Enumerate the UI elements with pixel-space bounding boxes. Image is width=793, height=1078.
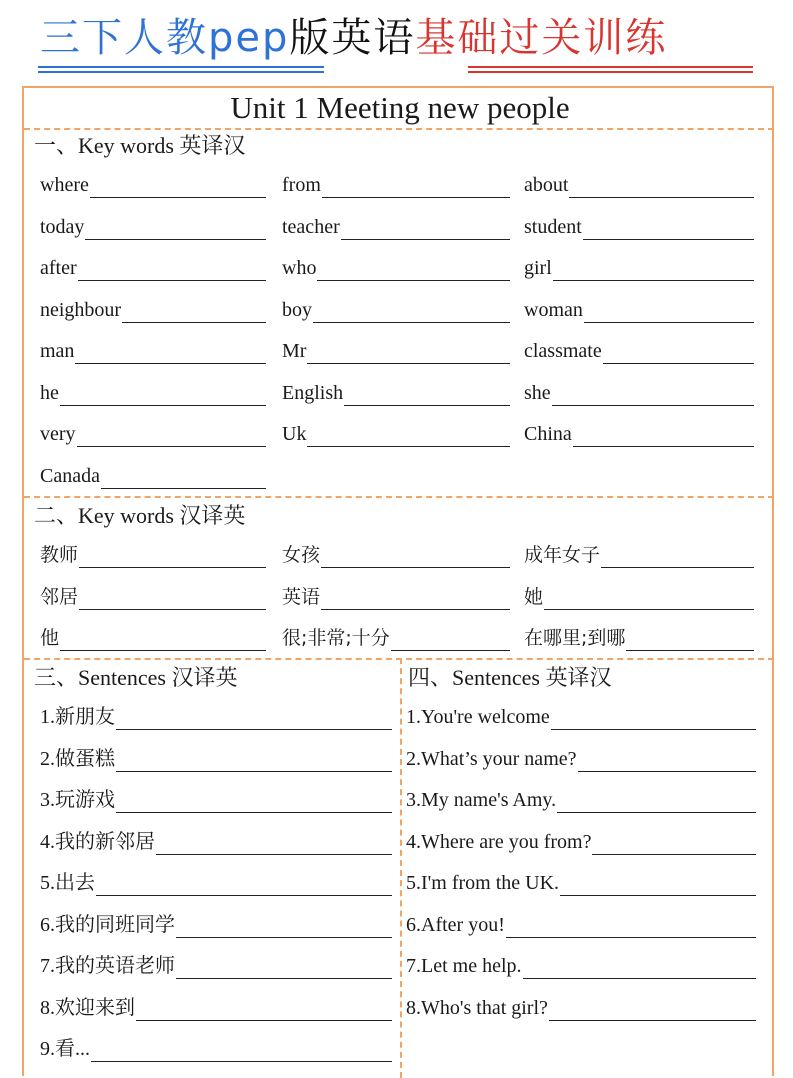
- title-underline-red: [468, 66, 753, 68]
- answer-blank-line[interactable]: [573, 426, 754, 447]
- divider: [24, 128, 774, 130]
- item-label: from: [282, 174, 321, 196]
- item-label: after: [40, 257, 77, 279]
- answer-blank-line[interactable]: [313, 302, 510, 323]
- unit-title: Unit 1 Meeting new people: [230, 90, 570, 125]
- answer-blank-line[interactable]: [506, 917, 756, 938]
- answer-item: [40, 870, 392, 896]
- answer-item: [40, 421, 266, 447]
- answer-blank-line[interactable]: [77, 426, 266, 447]
- answer-blank-line[interactable]: [307, 426, 510, 447]
- answer-item: [524, 380, 754, 406]
- answer-blank-line[interactable]: [176, 958, 392, 979]
- answer-blank-line[interactable]: [90, 177, 266, 198]
- answer-item: [282, 421, 510, 447]
- worksheet-frame: [22, 86, 774, 1076]
- answer-blank-line[interactable]: [75, 343, 266, 364]
- item-label: 4.Where are you from?: [406, 830, 592, 853]
- item-label: 8.Who's that girl?: [406, 996, 548, 1019]
- answer-blank-line[interactable]: [91, 1041, 392, 1062]
- answer-blank-line[interactable]: [116, 709, 392, 730]
- answer-blank-line[interactable]: [156, 834, 392, 855]
- answer-item: [40, 214, 266, 240]
- item-label: woman: [524, 298, 583, 321]
- answer-blank-line[interactable]: [116, 751, 392, 772]
- answer-item: [40, 625, 266, 651]
- answer-blank-line[interactable]: [60, 630, 266, 651]
- answer-blank-line[interactable]: [307, 343, 510, 364]
- item-label: 在哪里;到哪: [524, 627, 626, 649]
- item-label: he: [40, 381, 59, 404]
- answer-blank-line[interactable]: [122, 302, 266, 323]
- answer-item: [282, 542, 510, 568]
- answer-item: [406, 995, 756, 1021]
- item-label: 9.看...: [40, 1038, 90, 1060]
- answer-item: [406, 704, 756, 730]
- worksheet-title: [40, 12, 667, 64]
- answer-blank-line[interactable]: [583, 219, 754, 240]
- item-label: about: [524, 174, 569, 196]
- item-label: 英语: [282, 585, 321, 608]
- item-label: man: [40, 340, 75, 362]
- answer-blank-line[interactable]: [584, 302, 754, 323]
- answer-item: [406, 746, 756, 772]
- item-label: 5.出去: [40, 872, 95, 894]
- item-label: 成年女子: [524, 544, 601, 566]
- answer-item: [406, 787, 756, 813]
- item-label: 1.新朋友: [40, 706, 115, 728]
- answer-blank-line[interactable]: [553, 260, 754, 281]
- item-label: 8.欢迎来到: [40, 996, 135, 1019]
- answer-item: [524, 214, 754, 240]
- section1-heading: 一、Key words 英译汉: [34, 133, 246, 158]
- answer-blank-line[interactable]: [549, 1000, 756, 1021]
- answer-blank-line[interactable]: [557, 792, 756, 813]
- item-label: student: [524, 215, 582, 238]
- item-label: girl: [524, 257, 552, 279]
- answer-blank-line[interactable]: [101, 468, 266, 489]
- answer-blank-line[interactable]: [60, 385, 266, 406]
- answer-blank-line[interactable]: [603, 343, 754, 364]
- answer-item: [282, 172, 510, 198]
- item-label: 2.做蛋糕: [40, 747, 115, 770]
- answer-item: [40, 953, 392, 979]
- answer-item: [40, 912, 392, 938]
- section4-heading: 四、Sentences 英译汉: [408, 665, 612, 690]
- item-label: 邻居: [40, 585, 79, 608]
- answer-item: [40, 584, 266, 610]
- answer-blank-line[interactable]: [85, 219, 266, 240]
- worksheet-header: [0, 0, 793, 80]
- answer-item: [524, 255, 754, 281]
- divider: [24, 496, 774, 498]
- answer-blank-line[interactable]: [544, 589, 754, 610]
- item-label: 女孩: [282, 544, 321, 566]
- item-label: English: [282, 381, 344, 404]
- answer-blank-line[interactable]: [79, 589, 266, 610]
- answer-item: [40, 255, 266, 281]
- answer-item: [40, 172, 266, 198]
- answer-item: [40, 297, 266, 323]
- item-label: 教师: [40, 544, 79, 566]
- item-label: 7.Let me help.: [406, 955, 522, 977]
- answer-blank-line[interactable]: [176, 917, 392, 938]
- answer-item: [524, 421, 754, 447]
- answer-item: [524, 172, 754, 198]
- item-label: classmate: [524, 340, 602, 362]
- answer-item: [524, 542, 754, 568]
- item-label: 她: [524, 585, 544, 608]
- answer-blank-line[interactable]: [560, 875, 756, 896]
- answer-item: [282, 297, 510, 323]
- item-label: where: [40, 174, 89, 196]
- item-label: 3.My name's Amy.: [406, 789, 557, 811]
- item-label: teacher: [282, 215, 340, 238]
- answer-item: [40, 746, 392, 772]
- answer-blank-line[interactable]: [317, 260, 510, 281]
- answer-blank-line[interactable]: [391, 630, 510, 651]
- answer-item: [282, 338, 510, 364]
- answer-item: [282, 584, 510, 610]
- item-label: she: [524, 381, 551, 404]
- answer-blank-line[interactable]: [578, 751, 757, 772]
- answer-item: [406, 870, 756, 896]
- answer-blank-line[interactable]: [592, 834, 756, 855]
- item-label: today: [40, 215, 85, 238]
- answer-blank-line[interactable]: [551, 709, 756, 730]
- column-divider: [400, 658, 402, 1078]
- answer-item: [40, 338, 266, 364]
- answer-blank-line[interactable]: [344, 385, 510, 406]
- divider: [24, 658, 774, 660]
- answer-blank-line[interactable]: [136, 1000, 392, 1021]
- answer-blank-line[interactable]: [626, 630, 754, 651]
- item-label: 很;非常;十分: [282, 627, 390, 649]
- answer-blank-line[interactable]: [552, 385, 754, 406]
- title-part-pep: pep: [208, 15, 290, 61]
- answer-item: [282, 214, 510, 240]
- answer-blank-line[interactable]: [523, 958, 756, 979]
- answer-item: [40, 829, 392, 855]
- answer-item: [40, 787, 392, 813]
- item-label: Canada: [40, 464, 100, 487]
- item-label: neighbour: [40, 298, 122, 321]
- item-label: 6.我的同班同学: [40, 913, 175, 936]
- answer-blank-line[interactable]: [322, 177, 510, 198]
- item-label: China: [524, 423, 572, 445]
- answer-blank-line[interactable]: [601, 547, 754, 568]
- item-label: very: [40, 423, 76, 445]
- item-label: 7.我的英语老师: [40, 955, 175, 977]
- item-label: who: [282, 257, 317, 279]
- item-label: 2.What’s your name?: [406, 747, 577, 770]
- title-part-training: 基础过关训练: [415, 15, 668, 61]
- item-label: 6.After you!: [406, 913, 505, 936]
- answer-item: [40, 995, 392, 1021]
- section3-heading: 三、Sentences 汉译英: [34, 665, 238, 690]
- answer-blank-line[interactable]: [79, 547, 266, 568]
- answer-blank-line[interactable]: [341, 219, 510, 240]
- answer-blank-line[interactable]: [96, 875, 392, 896]
- answer-item: [524, 584, 754, 610]
- answer-item: [406, 829, 756, 855]
- answer-item: [524, 338, 754, 364]
- answer-blank-line[interactable]: [321, 589, 510, 610]
- answer-item: [40, 542, 266, 568]
- answer-item: [524, 297, 754, 323]
- item-label: Mr: [282, 340, 307, 362]
- answer-item: [406, 912, 756, 938]
- answer-item: [282, 255, 510, 281]
- answer-item: [40, 1036, 392, 1062]
- item-label: 4.我的新邻居: [40, 830, 155, 853]
- item-label: 1.You're welcome: [406, 706, 550, 728]
- answer-blank-line[interactable]: [78, 260, 266, 281]
- item-label: 3.玩游戏: [40, 789, 115, 811]
- answer-item: [40, 704, 392, 730]
- answer-item: [406, 953, 756, 979]
- item-label: boy: [282, 298, 312, 321]
- answer-item: [40, 463, 266, 489]
- title-part-edition: 版英语: [289, 15, 416, 61]
- answer-blank-line[interactable]: [116, 792, 392, 813]
- answer-item: [40, 380, 266, 406]
- section2-heading: 二、Key words 汉译英: [34, 503, 246, 528]
- item-label: 他: [40, 627, 60, 649]
- item-label: Uk: [282, 423, 307, 445]
- answer-item: [282, 380, 510, 406]
- title-underline-blue-2: [38, 71, 324, 73]
- title-underline-red-2: [468, 71, 753, 73]
- title-part-grade: 三下人教: [40, 15, 208, 61]
- answer-blank-line[interactable]: [569, 177, 754, 198]
- title-underline-blue: [38, 66, 324, 68]
- item-label: 5.I'm from the UK.: [406, 872, 560, 894]
- answer-item: [282, 625, 510, 651]
- answer-item: [524, 625, 754, 651]
- answer-blank-line[interactable]: [321, 547, 510, 568]
